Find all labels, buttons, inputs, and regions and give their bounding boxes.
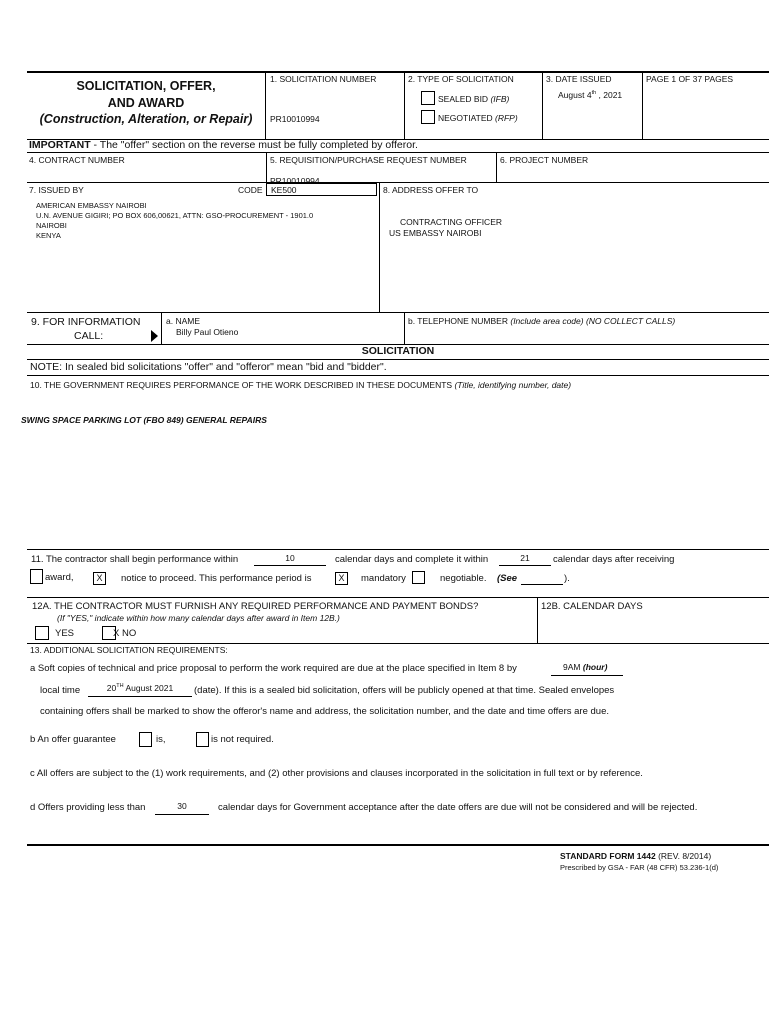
divider (642, 71, 643, 139)
acceptance-days-field[interactable]: 30 (155, 801, 209, 815)
bonds-no-mark: X (113, 628, 120, 639)
important-note: IMPORTANT - The "offer" section on the reverse must be fully completed by offeror. (29, 139, 418, 151)
item13a-text3: containing offers shall be marked to show the offeror's name and address, the solicitation number, and the date and time offers are due. (40, 706, 609, 717)
divider (265, 71, 266, 139)
item12a-label: 12A. THE CONTRACTOR MUST FURNISH ANY REQUIRED PERFORMANCE AND PAYMENT BONDS? (32, 601, 479, 612)
address-offer-to-label: 8. ADDRESS OFFER TO (383, 185, 479, 195)
sealed-bid-label: SEALED BID (IFB) (438, 94, 510, 104)
item12b-label: 12B. CALENDAR DAYS (541, 601, 643, 612)
item13a-text2: (date). If this is a sealed bid solicitation, offers will be publicly opened at that time. Sealed envelopes (194, 685, 615, 696)
info-call-label-line2: CALL: (74, 330, 104, 342)
solicitation-note: NOTE: In sealed bid solicitations "offer" and "offeror" mean "bid and "bidder". (30, 361, 387, 373)
divider (496, 152, 497, 182)
divider (27, 643, 769, 644)
mandatory-checkbox[interactable]: X (335, 572, 348, 585)
award-checkbox[interactable] (30, 569, 43, 584)
due-time-field[interactable]: 9AM (hour) (551, 662, 623, 676)
divider (27, 549, 769, 550)
date-issued-label: 3. DATE ISSUED (546, 74, 612, 84)
solicitation-number-label: 1. SOLICITATION NUMBER (270, 74, 377, 84)
divider (161, 312, 162, 344)
telephone-label: b. TELEPHONE NUMBER (Include area code) (NO COLLECT CALLS) (408, 316, 676, 326)
item11-text3: calendar days after receiving (553, 554, 675, 565)
solicitation-type-label: 2. TYPE OF SOLICITATION (408, 74, 514, 84)
days-complete-field[interactable]: 21 (499, 553, 551, 566)
negotiable-checkbox[interactable] (412, 571, 425, 584)
item10-text: 10. THE GOVERNMENT REQUIRES PERFORMANCE OF THE WORK DESCRIBED IN THESE DOCUMENTS (Title, identifying number, date) (30, 380, 572, 390)
item11-text1: 11. The contractor shall begin performance within (31, 554, 239, 565)
item13d-text1: d Offers providing less than (30, 802, 146, 813)
guarantee-is-checkbox[interactable] (139, 732, 152, 747)
due-date-field[interactable]: 20TH August 2021 (88, 683, 192, 697)
divider (266, 152, 267, 182)
divider (27, 375, 769, 376)
sealed-bid-checkbox[interactable] (421, 91, 435, 105)
negotiable-label: negotiable. (440, 573, 487, 584)
see-field[interactable] (521, 572, 563, 585)
issued-by-address-line3: NAIROBI (36, 221, 67, 230)
bonds-yes-checkbox[interactable] (35, 626, 49, 640)
issued-by-label: 7. ISSUED BY (29, 185, 84, 195)
code-label: CODE (238, 185, 263, 195)
item13-heading: 13. ADDITIONAL SOLICITATION REQUIREMENTS: (30, 645, 228, 655)
guarantee-is-label: is, (156, 734, 166, 745)
page-count: PAGE 1 OF 37 PAGES (646, 74, 734, 84)
form-number: STANDARD FORM 1442 (REV. 8/2014) (560, 851, 712, 861)
solicitation-heading: SOLICITATION (361, 345, 435, 357)
requisition-label: 5. REQUISITION/PURCHASE REQUEST NUMBER (270, 155, 467, 165)
info-call-label-line1: 9. FOR INFORMATION (31, 316, 141, 328)
item12a-sublabel: (If "YES," indicate within how many calendar days after award in Item 12B.) (57, 613, 340, 623)
local-time-label: local time (40, 685, 81, 696)
divider (542, 71, 543, 139)
divider (27, 359, 769, 360)
notice-to-proceed-checkbox[interactable]: X (93, 572, 106, 585)
bonds-no-label: NO (122, 628, 137, 639)
guarantee-not-required-checkbox[interactable] (196, 732, 209, 747)
item13b-text: b An offer guarantee (30, 734, 116, 745)
prescribed-by: Prescribed by GSA - FAR (48 CFR) 53.236-1(d) (560, 863, 719, 872)
award-label: award, (45, 572, 74, 583)
contact-name-label: a. NAME (166, 316, 201, 326)
guarantee-not-required-label: is not required. (211, 734, 274, 745)
divider (27, 312, 769, 313)
see-close: ). (564, 573, 570, 584)
project-number-label: 6. PROJECT NUMBER (500, 155, 589, 165)
mandatory-label: mandatory (361, 573, 406, 584)
see-label: (See (497, 573, 518, 584)
negotiated-checkbox[interactable] (421, 110, 435, 124)
contact-name-value[interactable]: Billy Paul Otieno (176, 327, 239, 337)
divider (27, 597, 769, 598)
arrow-right-icon (151, 330, 158, 342)
item13c-text: c All offers are subject to the (1) work requirements, and (2) other provisions and clauses incorporated in the solicitation in full text or by reference. (30, 768, 643, 779)
bonds-yes-label: YES (55, 628, 75, 639)
requisition-value[interactable]: PR10010994 (270, 176, 320, 186)
contract-number-label: 4. CONTRACT NUMBER (29, 155, 125, 165)
item13a-text1: a Soft copies of technical and price proposal to perform the work required are due at the place specified in Item 8 by (30, 663, 517, 674)
divider (379, 182, 380, 312)
divider (27, 152, 769, 153)
days-begin-field[interactable]: 10 (254, 553, 326, 566)
offer-to-line2: US EMBASSY NAIROBI (389, 228, 482, 238)
notice-to-proceed-label: notice to proceed. This performance period is (121, 573, 312, 584)
date-issued-value[interactable]: August 4th , 2021 (558, 90, 623, 100)
work-title: SWING SPACE PARKING LOT (FBO 849) GENERAL REPAIRS (21, 415, 267, 425)
divider (404, 312, 405, 344)
divider (537, 597, 538, 643)
bottom-border (27, 844, 769, 846)
issued-by-address-line1: AMERICAN EMBASSY NAIROBI (36, 201, 147, 210)
issued-by-address-line2: U.N. AVENUE GIGIRI; PO BOX 606,00621, ATTN: GSO-PROCUREMENT - 1901.0 (36, 211, 314, 220)
issued-by-address-line4: KENYA (36, 231, 61, 240)
form-title-line1: SOLICITATION, OFFER, (76, 79, 216, 93)
code-value-box[interactable]: KE500 (266, 183, 377, 196)
divider (27, 182, 769, 183)
negotiated-label: NEGOTIATED (RFP) (438, 113, 518, 123)
offer-to-line1: CONTRACTING OFFICER (400, 217, 502, 227)
solicitation-number-value[interactable]: PR10010994 (270, 114, 320, 124)
item11-text2: calendar days and complete it within (335, 554, 489, 565)
form-title-line2: AND AWARD (107, 96, 185, 110)
item13d-text2: calendar days for Government acceptance after the date offers are due will not be considered and will be rejected. (218, 802, 698, 813)
divider (404, 71, 405, 139)
top-border (27, 71, 769, 73)
form-title-line3: (Construction, Alteration, or Repair) (39, 112, 253, 126)
